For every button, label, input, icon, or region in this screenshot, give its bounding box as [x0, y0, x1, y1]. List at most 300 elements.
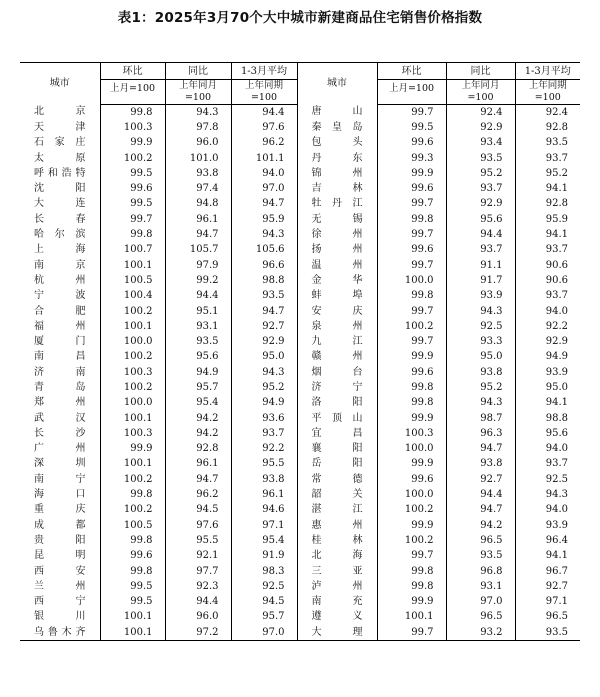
avg-value: 92.8	[545, 198, 568, 210]
avg-value: 93.9	[545, 519, 568, 531]
avg-value: 94.0	[545, 443, 568, 455]
yoy-value: 93.1	[446, 579, 515, 594]
city-name: 南充	[297, 595, 377, 610]
yoy-value: 94.4	[446, 227, 515, 242]
mom-value: 99.8	[100, 533, 165, 548]
city-name: 徐州	[297, 227, 377, 242]
mom-value: 100.7	[100, 243, 165, 258]
city-name: 唐山	[297, 105, 377, 121]
avg-value: 94.3	[231, 227, 297, 242]
city-name: 平顶山	[297, 411, 377, 426]
mom-value: 99.5	[100, 595, 165, 610]
yoy-value: 91.1	[446, 258, 515, 273]
city-name: 牡丹江	[297, 197, 377, 212]
mom-value: 99.3	[377, 151, 446, 166]
yoy-value: 93.8	[165, 166, 231, 181]
avg-value: 97.1	[545, 596, 568, 608]
city-name: 济南	[20, 365, 100, 380]
mom-value: 99.8	[100, 227, 165, 242]
mom-value: 100.1	[100, 457, 165, 472]
table-row	[20, 212, 580, 227]
table-row	[20, 105, 580, 121]
city-name: 宜昌	[297, 426, 377, 441]
table-row	[20, 181, 580, 196]
yoy-base-left: 上年同月 =100	[165, 80, 231, 105]
mom-header-right: 环比	[377, 63, 446, 80]
yoy-value: 96.0	[165, 610, 231, 625]
yoy-value: 97.4	[165, 181, 231, 196]
mom-value: 100.3	[100, 426, 165, 441]
mom-value: 99.9	[100, 136, 165, 151]
mom-value: 100.1	[100, 625, 165, 641]
yoy-value: 97.9	[165, 258, 231, 273]
city-name: 九江	[297, 334, 377, 349]
mom-value: 99.6	[377, 243, 446, 258]
mom-value: 100.2	[377, 319, 446, 334]
city-name: 杭州	[20, 273, 100, 288]
mom-value: 99.5	[100, 197, 165, 212]
yoy-value: 96.8	[446, 564, 515, 579]
avg-value: 97.6	[231, 120, 297, 135]
yoy-value: 95.7	[165, 380, 231, 395]
city-name: 蚌埠	[297, 289, 377, 304]
yoy-value: 93.4	[446, 136, 515, 151]
avg-value: 97.0	[231, 625, 297, 641]
yoy-value: 96.1	[165, 212, 231, 227]
city-name: 岳阳	[297, 457, 377, 472]
avg-value: 97.1	[231, 518, 297, 533]
city-name: 太原	[20, 151, 100, 166]
table-row	[20, 564, 580, 579]
mom-value: 99.5	[377, 120, 446, 135]
avg-value: 93.7	[545, 152, 568, 164]
mom-value: 99.6	[377, 365, 446, 380]
mom-value: 99.7	[377, 625, 446, 641]
mom-value: 99.6	[100, 181, 165, 196]
yoy-value: 97.6	[165, 518, 231, 533]
yoy-value: 95.2	[446, 166, 515, 181]
table-row	[20, 334, 580, 349]
city-name: 金华	[297, 273, 377, 288]
city-name: 北海	[297, 549, 377, 564]
mom-value: 99.5	[100, 166, 165, 181]
table-row	[20, 197, 580, 212]
yoy-value: 92.8	[165, 442, 231, 457]
avg-value: 92.4	[545, 106, 568, 118]
yoy-value: 93.9	[446, 289, 515, 304]
avg-value: 96.4	[545, 534, 568, 546]
yoy-value: 99.2	[165, 273, 231, 288]
avg-value: 92.2	[545, 320, 568, 332]
city-name: 吉林	[297, 181, 377, 196]
avg-value: 95.5	[231, 457, 297, 472]
mom-value: 100.0	[100, 334, 165, 349]
yoy-value: 92.1	[165, 549, 231, 564]
avg-value: 92.9	[231, 334, 297, 349]
yoy-value: 94.5	[165, 503, 231, 518]
table-row	[20, 396, 580, 411]
mom-base-left: 上月=100	[100, 80, 165, 105]
yoy-value: 92.7	[446, 472, 515, 487]
yoy-value: 92.3	[165, 579, 231, 594]
city-name: 烟台	[297, 365, 377, 380]
avg-value: 91.9	[231, 549, 297, 564]
yoy-value: 94.7	[446, 503, 515, 518]
city-name: 常德	[297, 472, 377, 487]
avg-value: 98.3	[231, 564, 297, 579]
mom-value: 99.6	[100, 549, 165, 564]
yoy-value: 95.6	[165, 350, 231, 365]
city-name: 广州	[20, 442, 100, 457]
city-name: 济宁	[297, 380, 377, 395]
avg-value: 94.9	[231, 396, 297, 411]
yoy-value: 96.0	[165, 136, 231, 151]
city-name: 丹东	[297, 151, 377, 166]
yoy-value: 94.4	[165, 595, 231, 610]
yoy-value: 95.5	[165, 533, 231, 548]
mom-value: 99.7	[100, 212, 165, 227]
yoy-value: 93.5	[446, 549, 515, 564]
mom-value: 99.9	[100, 442, 165, 457]
avg-value: 92.7	[231, 319, 297, 334]
city-name: 洛阳	[297, 396, 377, 411]
city-header-right: 城市	[297, 63, 377, 105]
mom-value: 100.5	[100, 518, 165, 533]
yoy-value: 94.7	[165, 472, 231, 487]
avg-value: 94.1	[545, 550, 568, 562]
city-name: 福州	[20, 319, 100, 334]
avg-value: 94.3	[545, 489, 568, 501]
mom-value: 100.3	[100, 365, 165, 380]
price-index-table	[20, 62, 580, 641]
table-row	[20, 258, 580, 273]
city-name: 南京	[20, 258, 100, 273]
avg-value: 93.5	[231, 289, 297, 304]
city-name: 三亚	[297, 564, 377, 579]
avg-value: 98.8	[545, 412, 568, 424]
mom-value: 100.1	[100, 258, 165, 273]
mom-value: 100.0	[377, 273, 446, 288]
avg-value: 94.0	[545, 504, 568, 516]
mom-base-right: 上月=100	[377, 80, 446, 105]
yoy-value: 94.2	[446, 518, 515, 533]
mom-value: 99.9	[377, 350, 446, 365]
mom-value: 100.1	[100, 411, 165, 426]
avg-value: 94.0	[545, 305, 568, 317]
avg-value: 101.1	[231, 151, 297, 166]
table-row	[20, 472, 580, 487]
avg-value: 92.8	[545, 121, 568, 133]
mom-value: 99.7	[377, 197, 446, 212]
city-name: 西宁	[20, 595, 100, 610]
yoy-value: 93.8	[446, 365, 515, 380]
city-name: 泉州	[297, 319, 377, 334]
avg-value: 93.5	[545, 137, 568, 149]
avg-value: 94.1	[545, 397, 568, 409]
table-row	[20, 426, 580, 441]
city-name: 昆明	[20, 549, 100, 564]
yoy-value: 98.7	[446, 411, 515, 426]
mom-value: 99.7	[377, 227, 446, 242]
mom-value: 99.8	[100, 487, 165, 502]
avg-value: 105.6	[231, 243, 297, 258]
yoy-header-right: 同比	[446, 63, 515, 80]
avg-value: 95.9	[231, 212, 297, 227]
yoy-value: 97.8	[165, 120, 231, 135]
mom-value: 100.1	[100, 319, 165, 334]
city-name: 湛江	[297, 503, 377, 518]
city-name: 上海	[20, 243, 100, 258]
mom-value: 99.7	[377, 304, 446, 319]
yoy-value: 96.2	[165, 487, 231, 502]
mom-value: 100.3	[100, 120, 165, 135]
yoy-value: 94.3	[165, 105, 231, 121]
avg-value: 95.6	[545, 427, 568, 439]
yoy-value: 95.4	[165, 396, 231, 411]
city-name: 南昌	[20, 350, 100, 365]
yoy-value: 97.7	[165, 564, 231, 579]
yoy-value: 94.2	[165, 426, 231, 441]
avg-value: 96.1	[231, 487, 297, 502]
city-name: 成都	[20, 518, 100, 533]
avg-value: 93.8	[231, 472, 297, 487]
city-name: 韶关	[297, 487, 377, 502]
mom-value: 99.6	[377, 136, 446, 151]
avg-value: 93.9	[545, 366, 568, 378]
city-name: 扬州	[297, 243, 377, 258]
avg-value: 92.2	[231, 442, 297, 457]
city-name: 西安	[20, 564, 100, 579]
city-name: 惠州	[297, 518, 377, 533]
table-row	[20, 487, 580, 502]
city-name: 重庆	[20, 503, 100, 518]
city-name: 石家庄	[20, 136, 100, 151]
yoy-value: 92.9	[446, 120, 515, 135]
city-name: 厦门	[20, 334, 100, 349]
table-row	[20, 227, 580, 242]
avg-value: 93.7	[545, 290, 568, 302]
mom-value: 100.0	[100, 396, 165, 411]
mom-value: 100.2	[377, 503, 446, 518]
yoy-value: 93.5	[446, 151, 515, 166]
avg-value: 94.7	[231, 304, 297, 319]
table-body	[20, 105, 580, 641]
table-row	[20, 319, 580, 334]
yoy-value: 97.2	[165, 625, 231, 641]
city-name: 安庆	[297, 304, 377, 319]
mom-header-left: 环比	[100, 63, 165, 80]
city-name: 包头	[297, 136, 377, 151]
mom-value: 99.9	[377, 595, 446, 610]
yoy-value: 93.2	[446, 625, 515, 641]
city-name: 北京	[20, 105, 100, 121]
city-name: 青岛	[20, 380, 100, 395]
city-name: 天津	[20, 120, 100, 135]
mom-value: 100.2	[377, 533, 446, 548]
city-name: 银川	[20, 610, 100, 625]
city-name: 遵义	[297, 610, 377, 625]
mom-value: 100.0	[377, 442, 446, 457]
avg-value: 92.9	[545, 336, 568, 348]
table-row	[20, 442, 580, 457]
mom-value: 100.3	[377, 426, 446, 441]
table-row	[20, 549, 580, 564]
table-row	[20, 625, 580, 641]
mom-value: 99.8	[377, 564, 446, 579]
mom-value: 99.8	[377, 579, 446, 594]
city-name: 贵阳	[20, 533, 100, 548]
city-name: 大理	[297, 625, 377, 641]
avg-value: 96.7	[545, 565, 568, 577]
city-name: 海口	[20, 487, 100, 502]
mom-value: 99.9	[377, 518, 446, 533]
yoy-value: 94.4	[165, 289, 231, 304]
mom-value: 99.8	[100, 105, 165, 121]
city-name: 宁波	[20, 289, 100, 304]
mom-value: 99.6	[377, 472, 446, 487]
avg-value: 95.0	[231, 350, 297, 365]
table-row	[20, 411, 580, 426]
city-name: 合肥	[20, 304, 100, 319]
yoy-base-right: 上年同月 =100	[446, 80, 515, 105]
mom-value: 99.8	[377, 380, 446, 395]
table-row	[20, 503, 580, 518]
mom-value: 99.7	[377, 334, 446, 349]
yoy-value: 92.9	[446, 197, 515, 212]
yoy-value: 93.8	[446, 457, 515, 472]
avg-base-left: 上年同期 =100	[231, 80, 297, 105]
table-row	[20, 304, 580, 319]
yoy-value: 95.0	[446, 350, 515, 365]
mom-value: 100.1	[377, 610, 446, 625]
avg-value: 94.3	[231, 365, 297, 380]
table-row	[20, 579, 580, 594]
table-row	[20, 595, 580, 610]
city-name: 襄阳	[297, 442, 377, 457]
avg-value: 94.1	[545, 229, 568, 241]
city-name: 大连	[20, 197, 100, 212]
avg-value: 90.6	[545, 259, 568, 271]
city-header-left: 城市	[20, 63, 100, 105]
avg-value: 96.2	[231, 136, 297, 151]
mom-value: 100.2	[100, 151, 165, 166]
table-row	[20, 120, 580, 135]
yoy-value: 105.7	[165, 243, 231, 258]
table-row	[20, 380, 580, 395]
table-row	[20, 457, 580, 472]
table-row	[20, 518, 580, 533]
table-row	[20, 350, 580, 365]
city-name: 沈阳	[20, 181, 100, 196]
city-name: 哈尔滨	[20, 227, 100, 242]
yoy-value: 94.2	[165, 411, 231, 426]
table-row	[20, 136, 580, 151]
yoy-value: 94.9	[165, 365, 231, 380]
table-row	[20, 533, 580, 548]
table-row	[20, 166, 580, 181]
table-row	[20, 273, 580, 288]
avg-value: 90.6	[545, 274, 568, 286]
city-name: 赣州	[297, 350, 377, 365]
yoy-value: 95.2	[446, 380, 515, 395]
city-name: 长春	[20, 212, 100, 227]
mom-value: 100.2	[100, 350, 165, 365]
avg-value: 94.9	[545, 351, 568, 363]
mom-value: 99.8	[377, 396, 446, 411]
city-name: 郑州	[20, 396, 100, 411]
avg-value: 95.2	[231, 380, 297, 395]
yoy-value: 101.0	[165, 151, 231, 166]
avg-value: 93.6	[231, 411, 297, 426]
avg-value: 95.4	[231, 533, 297, 548]
city-name: 乌鲁木齐	[20, 625, 100, 641]
table-title: 表1：2025年3月70个大中城市新建商品住宅销售价格指数	[117, 10, 483, 26]
avg-value: 92.5	[231, 579, 297, 594]
avg-value: 94.0	[231, 166, 297, 181]
avg-value: 92.5	[545, 473, 568, 485]
city-name: 兰州	[20, 579, 100, 594]
yoy-value: 95.1	[165, 304, 231, 319]
avg-value: 95.7	[231, 610, 297, 625]
city-name: 无锡	[297, 212, 377, 227]
yoy-value: 93.3	[446, 334, 515, 349]
city-name: 泸州	[297, 579, 377, 594]
mom-value: 99.6	[377, 181, 446, 196]
city-name: 秦皇岛	[297, 120, 377, 135]
yoy-value: 92.5	[446, 319, 515, 334]
avg-value: 96.5	[545, 611, 568, 623]
mom-value: 99.8	[377, 212, 446, 227]
avg-value: 96.6	[231, 258, 297, 273]
mom-value: 100.2	[100, 503, 165, 518]
mom-value: 99.8	[377, 289, 446, 304]
yoy-value: 96.3	[446, 426, 515, 441]
avg-value: 93.7	[231, 426, 297, 441]
avg-value: 95.0	[545, 381, 568, 393]
yoy-value: 93.7	[446, 181, 515, 196]
table-row	[20, 610, 580, 625]
yoy-value: 94.3	[446, 396, 515, 411]
avg-header-right: 1-3月平均	[515, 63, 580, 80]
mom-value: 100.5	[100, 273, 165, 288]
mom-value: 99.9	[377, 166, 446, 181]
avg-value: 95.9	[545, 213, 568, 225]
yoy-value: 92.4	[446, 105, 515, 121]
city-name: 温州	[297, 258, 377, 273]
table-row	[20, 243, 580, 258]
yoy-value: 95.6	[446, 212, 515, 227]
city-name: 桂林	[297, 533, 377, 548]
avg-base-right: 上年同期 =100	[515, 80, 580, 105]
table-row	[20, 365, 580, 380]
yoy-value: 97.0	[446, 595, 515, 610]
avg-value: 95.2	[545, 167, 568, 179]
mom-value: 100.2	[100, 304, 165, 319]
mom-value: 99.9	[377, 411, 446, 426]
city-name: 长沙	[20, 426, 100, 441]
yoy-value: 94.4	[446, 487, 515, 502]
city-name: 南宁	[20, 472, 100, 487]
avg-value: 93.5	[515, 625, 580, 641]
mom-value: 99.7	[377, 258, 446, 273]
yoy-value: 94.7	[165, 227, 231, 242]
yoy-value: 94.8	[165, 197, 231, 212]
mom-value: 99.9	[377, 457, 446, 472]
yoy-value: 94.3	[446, 304, 515, 319]
mom-value: 99.7	[377, 105, 446, 121]
yoy-value: 96.5	[446, 533, 515, 548]
avg-value: 92.7	[545, 580, 568, 592]
